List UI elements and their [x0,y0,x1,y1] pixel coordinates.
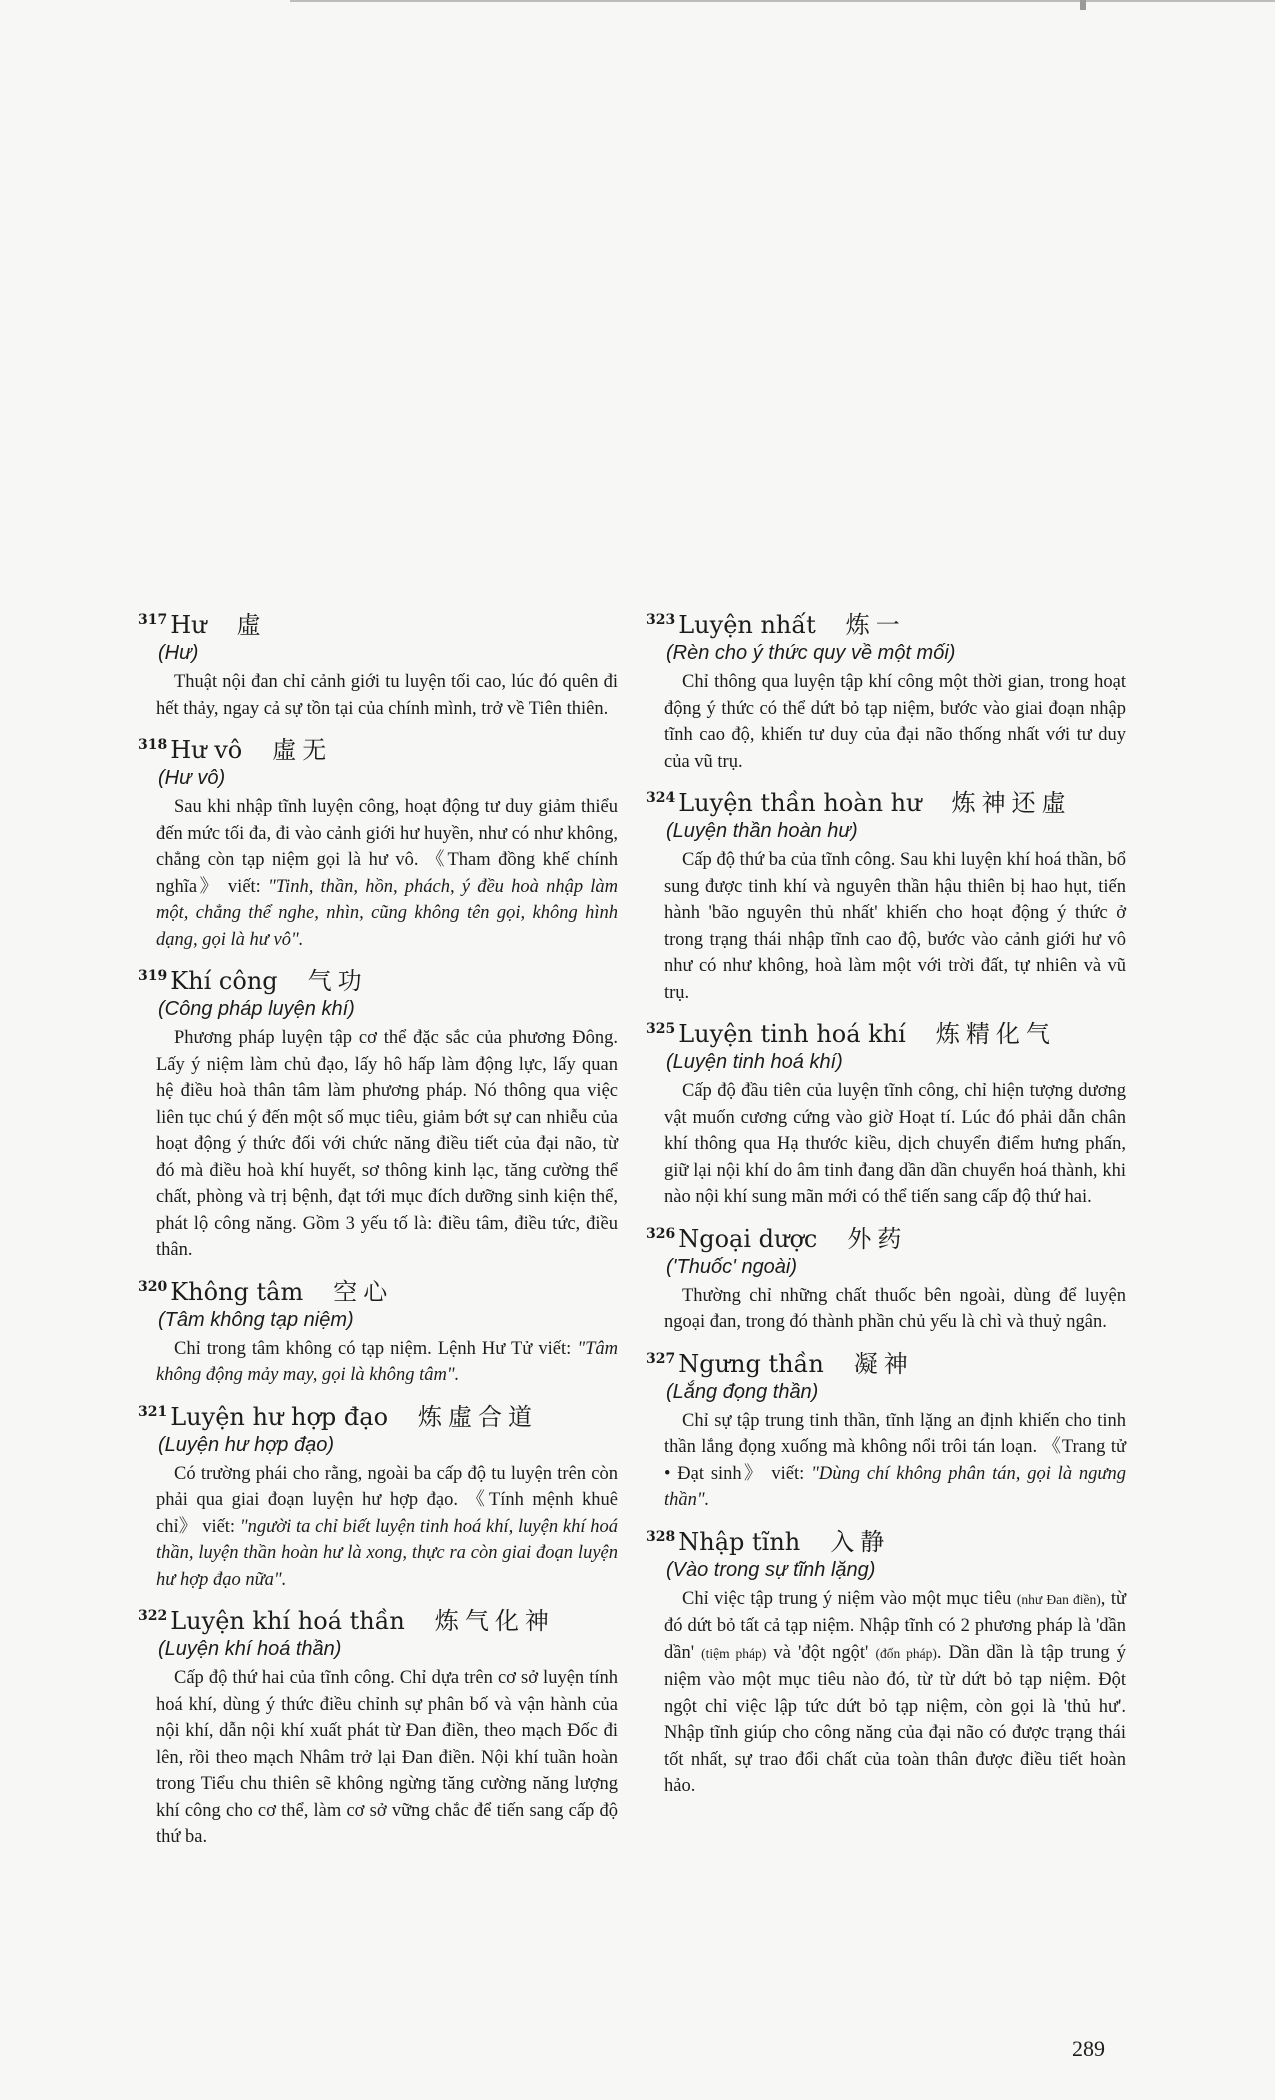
entry-326 [646,1219,1126,1336]
entry-number: 317 [138,612,168,628]
entry-323 [646,605,1126,775]
entry-number: 324 [646,790,676,806]
page-number: 289 [1072,2036,1105,2061]
entry-318 [138,730,618,953]
entry-body: Cấp độ thứ hai của tĩnh công. Chỉ dựa trên cơ sở luyện tính hoá khí, dùng ý thức điều chỉnh sự phân bố và vận hành của nội khí, dẫn nội khí xuất phát từ Đan điền, theo mạch Đốc đi lên, rồi theo mạch Nhâm trở lại Đan điền. Nội khí tuần hoàn trong Tiểu chu thiên sẽ không ngừng tăng cường năng lượng khí công cho cơ thể, làm cơ sở vững chắc để tiến sang cấp độ thứ ba. [156,1668,618,1847]
entry-body: Thường chỉ những chất thuốc bên ngoài, dùng để luyện ngoại đan, trong đó thành phần chủ yếu là chì và thuỷ ngân. [664,1285,1126,1332]
entry-quote: "Tinh, thần, hồn, phách, ý đều hoà nhập làm một, chẳng thể nghe, nhìn, cũng không tên gọi, không hình dạng, gọi là hư vô". [156,876,619,950]
entry-number: 323 [646,612,676,628]
entry-translation: (Hư vô) [158,767,226,789]
entry-number: 320 [138,1278,168,1295]
entry-term: Luyện tinh hoá khí [678,1020,906,1048]
entry-chinese: 入静 [830,1527,891,1556]
entry-chinese: 炼气化神 [434,1607,555,1635]
entry-term: Luyện thần hoàn hư [678,789,922,817]
entry-327 [646,1344,1126,1514]
entry-term: Nhập tĩnh [678,1527,801,1556]
entry-chinese: 外药 [847,1224,908,1253]
entry-translation: (Luyện khí hoá thần) [158,1638,342,1660]
entry-322 [138,1601,618,1851]
entry-body: Chỉ trong tâm không có tạp niệm. Lệnh Hư Tử viết: "Tâm không động mảy may, gọi là không tâm". [156,1338,618,1385]
entry-translation: (Luyện tinh hoá khí) [666,1051,843,1073]
entry-320 [138,1272,618,1389]
entry-body: Chỉ thông qua luyện tập khí công một thời gian, trong hoạt động ý thức có thể dứt bỏ tạp niệm, bước vào giai đoạn nhập tĩnh cao độ, khiến tư duy của đại não thống nhất với tư duy của vũ trụ. [664,672,1126,772]
entry-number: 326 [646,1225,676,1242]
entry-chinese: 虛无 [272,736,333,764]
entry-term: Luyện khí hoá thần [170,1607,405,1635]
top-scan-edge [290,0,1275,2]
entry-number: 322 [138,1608,168,1624]
entry-translation: (Công pháp luyện khí) [158,998,355,1020]
entry-number: 325 [646,1021,676,1037]
entry-term: Hư vô [170,736,243,764]
entry-number: 321 [138,1403,168,1420]
entry-number: 318 [138,737,168,753]
entry-chinese: 炼虛合道 [418,1402,539,1431]
entry-quote: "Tâm không động mảy may, gọi là không tâm". [156,1338,618,1385]
entry-chinese: 空心 [333,1277,394,1306]
entry-term: Hư [170,611,207,639]
entry-chinese: 虛 [236,611,267,639]
entry-328 [646,1522,1126,1800]
entry-term: Khí công [170,967,278,995]
entry-317 [138,605,618,722]
entry-term: Ngưng thần [678,1349,824,1378]
right-column [646,605,1126,1808]
entry-note: (như Đan điền) [1016,1591,1101,1607]
entry-translation: (Tâm không tạp niệm) [158,1308,354,1331]
entry-note: (tiệm pháp) [701,1645,767,1661]
entry-chinese: 凝神 [853,1349,914,1378]
entry-body: Có trường phái cho rằng, ngoài ba cấp độ tu luyện trên còn phải qua giai đoạn luyện hư hợp đạo. 《Tính mệnh khuê chỉ》 viết: "người ta chỉ biết luyện tinh hoá khí, luyện khí hoá thần, luyện thần hoàn hư là xong, thực ra còn giai đoạn luyện hư hợp đạo nữa". [156,1463,618,1590]
entry-translation: (Rèn cho ý thức quy về một mối) [666,642,956,664]
entry-body: Sau khi nhập tĩnh luyện công, hoạt động tư duy giảm thiểu đến mức tối đa, đi vào cảnh giới hư huyền, như có như không, chẳng còn tạp niệm gọi là hư vô. 《Tham đồng khế chính nghĩa》 viết: "Tinh, thần, hồn, phách, ý đều hoà nhập làm một, chẳng thể nghe, nhìn, cũng không tên gọi, không hình dạng, gọi là hư vô". [156,797,619,950]
entry-term: Luyện hư hợp đạo [170,1402,389,1431]
entry-quote: "người ta chỉ biết luyện tinh hoá khí, luyện khí hoá thần, luyện thần hoàn hư là xong, thực ra còn giai đoạn luyện hư hợp đạo nữa". [156,1516,618,1590]
entry-body: Cấp độ thứ ba của tĩnh công. Sau khi luyện khí hoá thần, bổ sung được tinh khí và nguyên thần hậu thiên bị hao hụt, tiến hành 'bão nguyên thủ nhất' khiến cho hoạt động ý thức ở trong trạng thái nhập tĩnh cao độ, bước vào cảnh giới hư vô như có như không, hoà làm một với trời đất, tự nhiên và vũ trụ. [664,850,1126,1003]
entry-note: (đốn pháp) [875,1645,937,1661]
entry-chinese: 气功 [307,967,368,995]
entry-term: Ngoại dược [678,1224,818,1253]
entry-body: Chỉ sự tập trung tinh thần, tĩnh lặng an định khiến cho tinh thần lắng đọng xuống mà không nổi trôi tán loạn. 《Trang tử • Đạt sinh》 viết: "Dùng chí không phân tán, gọi là ngưng thần". [664,1410,1126,1510]
entry-325 [646,1014,1126,1211]
entry-translation: (Hư) [158,642,199,664]
entry-body: Thuật nội đan chỉ cảnh giới tu luyện tối cao, lúc đó quên đi hết thảy, ngay cả sự tồn tại của chính mình, trở về Tiên thiên. [156,672,618,719]
entry-number: 328 [646,1528,676,1545]
entry-body: Cấp độ đầu tiên của luyện tĩnh công, chỉ hiện tượng dương vật muốn cương cứng vào giờ Hoạt tí. Lúc đó phải dẫn chân khí thông qua Hạ thước kiều, dịch chuyển điểm hưng phấn, giữ lại nội khí do âm tinh đang dần dần chuyển hoá thành, khi nào nội khí sung mãn mới có thể tiến sang cấp độ thứ hai. [664,1081,1126,1207]
entry-body: Chỉ việc tập trung ý niệm vào một mục tiêu (như Đan điền), từ đó dứt bỏ tất cả tạp niệm. Nhập tĩnh có 2 phương pháp là 'dần dần' (tiệm pháp) và 'đột ngột' (đốn pháp). Dần dần là tập trung ý niệm vào một mục tiêu nào đó, từ từ dứt bỏ tạp niệm. Đột ngột chỉ việc lập tức dứt bỏ tạp niệm, còn gọi là 'thủ hư'. Nhập tĩnh giúp cho công năng của đại não có được trạng thái tốt nhất, sự trao đổi chất của toàn thân được điều tiết hoàn hảo. [664,1588,1127,1796]
entry-324 [646,783,1126,1006]
entry-321 [138,1397,618,1594]
entry-translation: (Luyện thần hoàn hư) [666,820,858,842]
entry-term: Luyện nhất [678,611,816,639]
entry-translation: (Vào trong sự tĩnh lặng) [666,1558,876,1581]
entry-term: Không tâm [170,1277,304,1306]
entry-quote: "Dùng chí không phân tán, gọi là ngưng thần". [664,1463,1126,1510]
entry-translation: (Luyện hư hợp đạo) [158,1433,334,1456]
left-column [138,605,618,1859]
entry-translation: (Lắng đọng thần) [666,1380,819,1403]
entry-319 [138,961,618,1264]
entry-chinese: 炼精化气 [935,1020,1056,1048]
entry-number: 319 [138,968,168,984]
top-scan-mark [1080,0,1086,10]
entry-body: Phương pháp luyện tập cơ thể đặc sắc của phương Đông. Lấy ý niệm làm chủ đạo, lấy hô hấp làm động lực, lấy quan hệ điều hoà thân tâm làm phương pháp. Nó thông qua việc liên tục chú ý đến một số mục tiêu, giảm bớt sự can nhiễu của hoạt động ý thức đối với chức năng điều tiết của đại não, từ đó mà điều hoà khí huyết, sơ thông kinh lạc, tăng cường thể chất, phòng và trị bệnh, đạt tới mục đích dưỡng sinh kiện thể, phát lộ công năng. Gồm 3 yếu tố là: điều tâm, điều tức, điều thân. [156,1028,618,1260]
entry-chinese: 炼神还虛 [951,789,1072,817]
entry-chinese: 炼一 [845,611,906,639]
entry-translation: ('Thuốc' ngoài) [666,1255,798,1278]
entry-number: 327 [646,1350,676,1367]
